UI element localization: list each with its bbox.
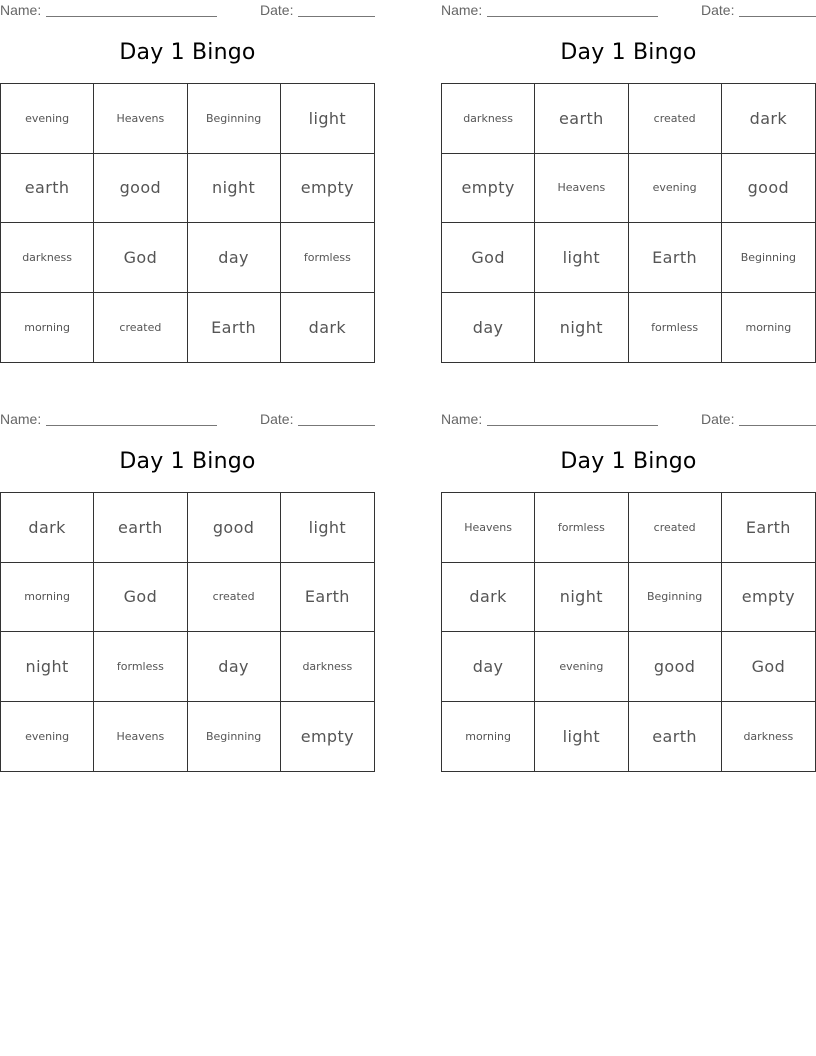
bingo-cell: Earth (722, 493, 815, 563)
bingo-cell: darkness (1, 223, 94, 293)
bingo-cell: evening (535, 632, 628, 702)
bingo-cell: night (535, 563, 628, 633)
bingo-card-2 (441, 0, 816, 365)
name-field[interactable] (46, 411, 217, 426)
bingo-cell: morning (745, 320, 792, 334)
bingo-cell: earth (94, 493, 187, 563)
bingo-cell: Heavens (535, 154, 628, 224)
date-field[interactable] (298, 411, 375, 426)
bingo-cell: created (188, 563, 281, 633)
bingo-grid (0, 83, 375, 363)
bingo-cell: God (442, 223, 535, 293)
bingo-cell: Beginning (722, 223, 815, 293)
card-title: Day 1 Bingo (119, 40, 256, 65)
date-field[interactable] (739, 411, 816, 426)
bingo-cell: darkness (743, 729, 794, 743)
bingo-cell: dark (442, 563, 535, 633)
name-field[interactable] (46, 2, 217, 17)
bingo-cell: good (722, 154, 815, 224)
date-label: Date: (260, 411, 294, 427)
card-header (0, 411, 375, 429)
bingo-cell: Earth (188, 293, 281, 363)
date-field[interactable] (298, 2, 375, 17)
card-title: Day 1 Bingo (560, 40, 697, 65)
bingo-cell: dark (308, 317, 347, 337)
bingo-cell: formless (94, 632, 187, 702)
bingo-cell: earth (1, 154, 94, 224)
date-label: Date: (260, 2, 294, 18)
bingo-card-1 (0, 0, 375, 365)
bingo-cell: evening (1, 702, 94, 772)
bingo-cell: light (281, 493, 374, 563)
bingo-cell: light (535, 702, 628, 772)
bingo-card-3 (0, 409, 375, 774)
bingo-cell: Heavens (94, 702, 187, 772)
bingo-grid (441, 492, 816, 772)
card-header (441, 411, 816, 429)
bingo-cell: Earth (281, 563, 374, 633)
bingo-cell: created (629, 84, 722, 154)
name-label: Name: (0, 411, 42, 427)
bingo-cell: created (629, 493, 722, 563)
bingo-cell: empty (281, 154, 374, 224)
bingo-cell: evening (629, 154, 722, 224)
card-header (441, 2, 816, 20)
bingo-cell: light (281, 84, 374, 154)
card-title: Day 1 Bingo (560, 449, 697, 474)
bingo-cell: morning (1, 293, 94, 363)
bingo-cell: darkness (281, 632, 374, 702)
bingo-grid (0, 492, 375, 772)
bingo-cell: good (94, 154, 187, 224)
bingo-cell: earth (629, 702, 722, 772)
bingo-cell: created (94, 293, 187, 363)
bingo-cell: morning (1, 563, 94, 633)
bingo-cell: night (1, 632, 94, 702)
bingo-cell: empty (442, 154, 535, 224)
name-label: Name: (441, 411, 483, 427)
card-title: Day 1 Bingo (119, 449, 256, 474)
name-label: Name: (441, 2, 483, 18)
bingo-cell: formless (535, 493, 628, 563)
bingo-cell: Heavens (94, 84, 187, 154)
name-label: Name: (0, 2, 42, 18)
bingo-cell: morning (442, 702, 535, 772)
name-field[interactable] (487, 2, 658, 17)
bingo-cell: Beginning (188, 702, 281, 772)
bingo-cell: dark (722, 84, 815, 154)
bingo-grid (441, 83, 816, 363)
bingo-cell: evening (1, 84, 94, 154)
bingo-cell: night (535, 293, 628, 363)
date-label: Date: (701, 2, 735, 18)
bingo-cell: day (188, 223, 281, 293)
bingo-cell: Heavens (442, 493, 535, 563)
bingo-cell: formless (629, 293, 722, 363)
bingo-cell: Beginning (188, 84, 281, 154)
date-field[interactable] (739, 2, 816, 17)
bingo-cell: darkness (442, 84, 535, 154)
bingo-cell: God (94, 563, 187, 633)
bingo-cell: God (722, 632, 815, 702)
bingo-cell: light (535, 223, 628, 293)
date-label: Date: (701, 411, 735, 427)
name-field[interactable] (487, 411, 658, 426)
bingo-cell: night (188, 154, 281, 224)
bingo-cell: day (442, 632, 535, 702)
bingo-cell: formless (281, 223, 374, 293)
bingo-cell: dark (1, 493, 94, 563)
bingo-cell: good (629, 632, 722, 702)
bingo-cell: Beginning (629, 563, 722, 633)
bingo-cell: day (188, 632, 281, 702)
bingo-cell: earth (535, 84, 628, 154)
bingo-cell: good (188, 493, 281, 563)
bingo-cell: Earth (629, 223, 722, 293)
bingo-card-4 (441, 409, 816, 774)
bingo-cell: God (94, 223, 187, 293)
bingo-cell: day (442, 293, 535, 363)
bingo-cell: empty (722, 563, 815, 633)
bingo-cell: empty (300, 726, 355, 746)
card-header (0, 2, 375, 20)
